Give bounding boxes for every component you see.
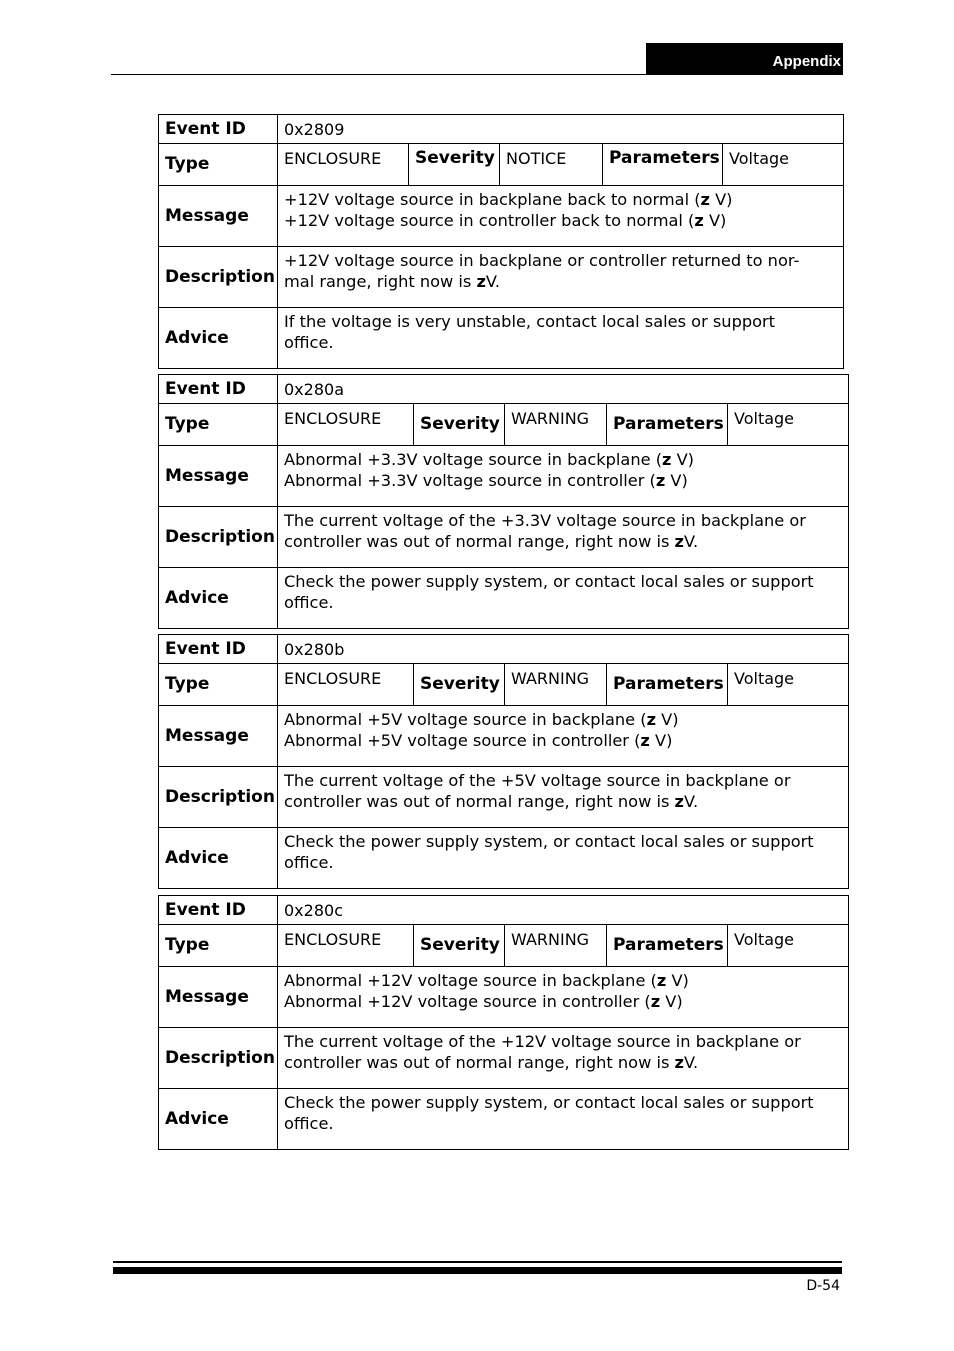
advice-line: office. xyxy=(284,593,334,612)
advice-line: office. xyxy=(284,1114,334,1133)
event-table-0x280b xyxy=(158,634,849,889)
parameters-label: Parameters xyxy=(607,664,728,706)
section-title: Appendix xyxy=(772,53,841,70)
type-label: Type xyxy=(159,144,278,186)
type-value: ENCLOSURE xyxy=(278,925,414,967)
type-value: ENCLOSURE xyxy=(278,404,414,446)
severity-value: WARNING xyxy=(505,664,607,706)
type-label: Type xyxy=(159,404,278,446)
type-label: Type xyxy=(159,925,278,967)
advice-text xyxy=(278,568,849,629)
description-text xyxy=(278,507,849,568)
section-tab xyxy=(646,43,843,75)
advice-line: Check the power supply system, or contact local sales or support xyxy=(284,572,814,591)
event-id-label: Event ID xyxy=(159,896,278,925)
message-label: Message xyxy=(159,706,278,767)
message-label: Message xyxy=(159,186,278,247)
message-text xyxy=(278,186,844,247)
message-line: Abnormal +3.3V voltage source in backplane (z V) xyxy=(284,450,694,469)
type-value: ENCLOSURE xyxy=(278,664,414,706)
message-label: Message xyxy=(159,446,278,507)
description-line: The current voltage of the +3.3V voltage source in backplane or xyxy=(284,511,806,530)
event-id-label: Event ID xyxy=(159,375,278,404)
severity-label: Severity xyxy=(414,925,505,967)
parameters-label: Parameters xyxy=(603,144,723,186)
event-id-value: 0x280c xyxy=(278,896,849,925)
message-label: Message xyxy=(159,967,278,1028)
message-line: Abnormal +12V voltage source in controller (z V) xyxy=(284,992,683,1011)
parameters-label: Parameters xyxy=(607,925,728,967)
parameters-value: Voltage xyxy=(728,664,849,706)
advice-text xyxy=(278,828,849,889)
description-line: controller was out of normal range, right now is zV. xyxy=(284,792,699,811)
description-label: Description xyxy=(159,507,278,568)
description-line: controller was out of normal range, right now is zV. xyxy=(284,1053,699,1072)
description-label: Description xyxy=(159,767,278,828)
description-line: +12V voltage source in backplane or controller returned to nor- xyxy=(284,251,800,270)
advice-label: Advice xyxy=(159,308,278,369)
message-line: Abnormal +3.3V voltage source in controller (z V) xyxy=(284,471,688,490)
description-line: The current voltage of the +12V voltage source in backplane or xyxy=(284,1032,801,1051)
advice-text xyxy=(278,1089,849,1150)
event-table-0x280a xyxy=(158,374,849,629)
advice-line: office. xyxy=(284,333,334,352)
description-line: The current voltage of the +5V voltage source in backplane or xyxy=(284,771,791,790)
event-id-label: Event ID xyxy=(159,115,278,144)
advice-line: Check the power supply system, or contact local sales or support xyxy=(284,1093,814,1112)
description-text xyxy=(278,1028,849,1089)
footer-rule-thin xyxy=(113,1261,842,1263)
message-line: Abnormal +5V voltage source in controller (z V) xyxy=(284,731,673,750)
message-text xyxy=(278,967,849,1028)
event-id-value: 0x2809 xyxy=(278,115,844,144)
advice-label: Advice xyxy=(159,568,278,629)
message-line: +12V voltage source in backplane back to normal (z V) xyxy=(284,190,733,209)
event-table-0x280c xyxy=(158,895,849,1150)
parameters-value: Voltage xyxy=(728,404,849,446)
footer-rule-thick xyxy=(113,1267,842,1274)
description-text xyxy=(278,247,844,308)
type-label: Type xyxy=(159,664,278,706)
message-text xyxy=(278,446,849,507)
severity-label: Severity xyxy=(414,664,505,706)
event-table-0x2809 xyxy=(158,114,844,369)
description-line: controller was out of normal range, right now is zV. xyxy=(284,532,699,551)
message-text xyxy=(278,706,849,767)
advice-text xyxy=(278,308,844,369)
parameters-value: Voltage xyxy=(723,144,844,186)
description-line: mal range, right now is zV. xyxy=(284,272,501,291)
advice-label: Advice xyxy=(159,1089,278,1150)
description-label: Description xyxy=(159,247,278,308)
event-id-value: 0x280a xyxy=(278,375,849,404)
type-value: ENCLOSURE xyxy=(278,144,409,186)
severity-label: Severity xyxy=(409,144,500,186)
description-label: Description xyxy=(159,1028,278,1089)
event-id-value: 0x280b xyxy=(278,635,849,664)
parameters-value: Voltage xyxy=(728,925,849,967)
advice-label: Advice xyxy=(159,828,278,889)
severity-value: NOTICE xyxy=(500,144,603,186)
message-line: Abnormal +12V voltage source in backplane (z V) xyxy=(284,971,689,990)
advice-line: If the voltage is very unstable, contact local sales or support xyxy=(284,312,776,331)
message-line: Abnormal +5V voltage source in backplane (z V) xyxy=(284,710,679,729)
severity-value: WARNING xyxy=(505,925,607,967)
description-text xyxy=(278,767,849,828)
message-line: +12V voltage source in controller back to normal (z V) xyxy=(284,211,727,230)
event-id-label: Event ID xyxy=(159,635,278,664)
severity-label: Severity xyxy=(414,404,505,446)
parameters-label: Parameters xyxy=(607,404,728,446)
page-number: D-54 xyxy=(806,1278,840,1294)
advice-line: Check the power supply system, or contact local sales or support xyxy=(284,832,814,851)
advice-line: office. xyxy=(284,853,334,872)
severity-value: WARNING xyxy=(505,404,607,446)
